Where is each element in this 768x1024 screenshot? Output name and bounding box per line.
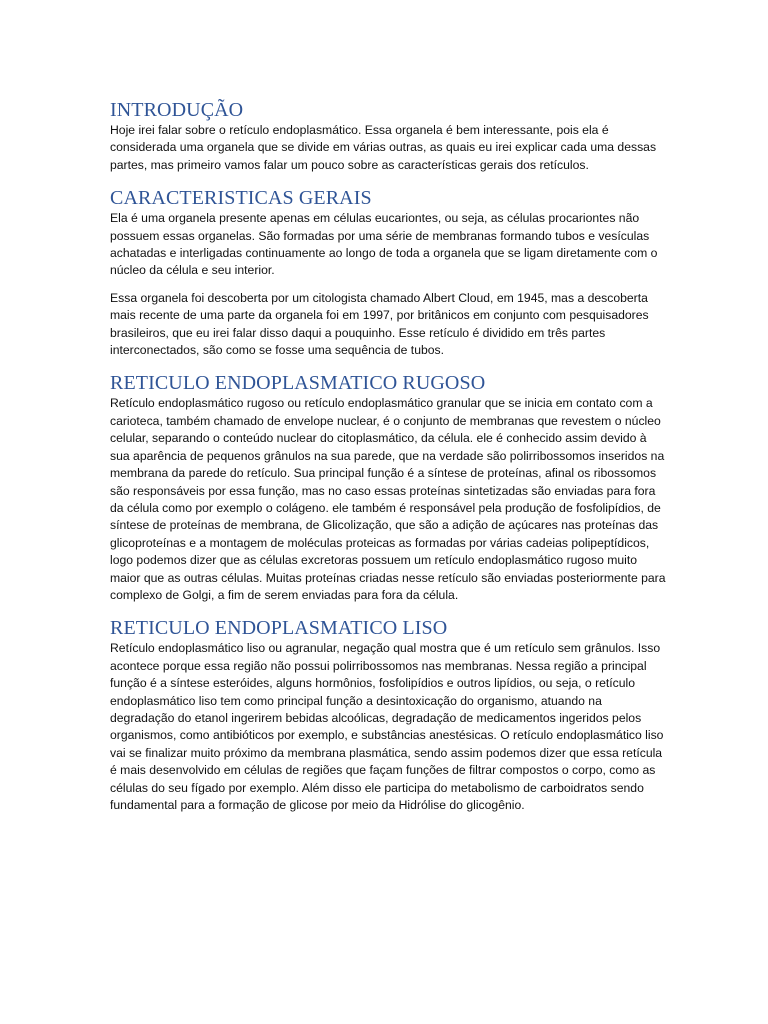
paragraph: Ela é uma organela presente apenas em células eucariontes, ou seja, as células procariontes não possuem essas organelas. São formadas por uma série de membranas formando tubos e vesículas achatadas e interligadas continuamente ao longo de toda a organela que se ligam diretamente com o núcleo da célula e seu interior. <box>110 211 658 278</box>
section-introducao <box>110 98 668 174</box>
section-heading: RETICULO ENDOPLASMATICO RUGOSO <box>110 372 486 395</box>
section-caracteristicas-gerais <box>110 186 668 359</box>
section-heading: RETICULO ENDOPLASMATICO LISO <box>110 617 448 640</box>
paragraph: Retículo endoplasmático rugoso ou retículo endoplasmático granular que se inicia em contato com a carioteca, também chamado de envelope nuclear, é o conjunto de membranas que revestem o núcleo celular, separando o conteúdo nuclear do citoplasmático, da célula. ele é conhecido assim devido à sua aparência de pequenos grânulos na sua parede, que na verdade são polirribossomos inseridos na membrana da parede do retículo. Sua principal função é a síntese de proteínas, afinal os ribossomos são responsáveis por essa função, mas no caso essas proteínas sintetizadas são enviadas para fora da célula como por exemplo o colágeno. ele também é responsável pela produção de fosfolipídios, de síntese de proteínas de membrana, de Glicolização, que são a adição de açúcares nas proteínas das glicoproteínas e a montagem de moléculas proteicas as formadas por várias cadeias polipeptídicos, logo podemos dizer que as células excretoras possuem um retículo endoplasmático rugoso muito maior que as outras células. Muitas proteínas criadas nesse retículo são enviadas posteriormente para complexo de Golgi, a fim de serem enviadas para fora da célula. <box>110 396 666 602</box>
section-reticulo-rugoso <box>110 371 668 604</box>
section-heading: CARACTERISTICAS GERAIS <box>110 187 372 210</box>
section-reticulo-liso <box>110 616 668 814</box>
section-heading: INTRODUÇÃO <box>110 99 244 121</box>
paragraph: Retículo endoplasmático liso ou agranular, negação qual mostra que é um retículo sem grânulos. Isso acontece porque essa região não possui polirribossomos nas membranas. Nessa região a principal função é a síntese esteróides, alguns hormônios, fosfolipídios e outros lipídios, ou seja, o retículo endoplasmático liso tem como principal função a desintoxicação do organismo, atuando na degradação do etanol ingerirem bebidas alcoólicas, degradação de medicamentos ingeridos pelos organismos, como antibióticos por exemplo, e substâncias anestésicas. O retículo endoplasmático liso vai se finalizar muito próximo da membrana plasmática, sendo assim podemos dizer que essa retícula é mais desenvolvido em células de regiões que façam funções de filtrar compostos o corpo, como as células do seu fígado por exemplo. Além disso ele participa do metabolismo de carboidratos sendo fundamental para a formação de glicose por meio da Hidrólise do glicogênio. <box>110 641 664 812</box>
paragraph: Essa organela foi descoberta por um citologista chamado Albert Cloud, em 1945, mas a descoberta mais recente de uma parte da organela foi em 1997, por britânicos em conjunto com pesquisadores brasileiros, que eu irei falar disso daqui a pouquinho. Esse retículo é dividido em três partes interconectados, são como se fosse uma sequência de tubos. <box>110 290 649 358</box>
paragraph: Hoje irei falar sobre o retículo endoplasmático. Essa organela é bem interessante, pois ela é considerada uma organela que se divide em várias outras, as quais eu irei explicar cada uma dessas partes, mas primeiro vamos falar um pouco sobre as características gerais dos retículos. <box>110 123 657 172</box>
